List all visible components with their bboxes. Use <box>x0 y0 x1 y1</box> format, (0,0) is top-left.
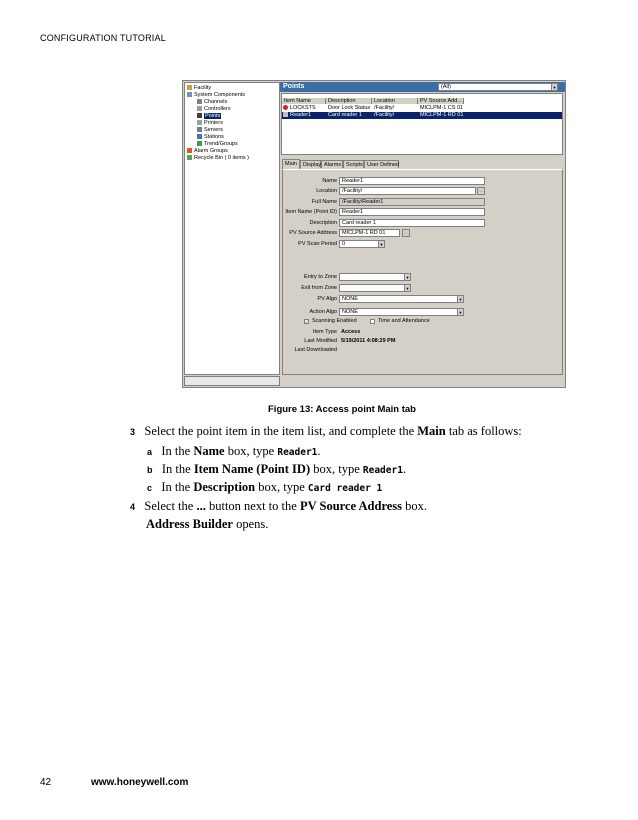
tree-item-facility[interactable]: Facility <box>187 85 211 92</box>
tree-item-alarm-groups[interactable]: Alarm Groups <box>187 148 228 155</box>
tab-display[interactable]: Display <box>300 160 321 168</box>
exit-zone-dropdown[interactable] <box>339 284 411 292</box>
entry-zone-label: Entry to Zone <box>303 274 337 280</box>
tab-scripts[interactable]: Scripts <box>343 160 364 168</box>
printer-icon <box>197 120 202 125</box>
step-3a: a In the Name box, type Reader1. <box>147 444 321 458</box>
points-icon <box>197 113 202 118</box>
pv-source-input[interactable]: MICLPM-1 RD 01 <box>339 229 400 237</box>
points-list <box>281 93 563 155</box>
entry-zone-dropdown[interactable] <box>339 273 411 281</box>
last-modified-label: Last Modified <box>304 338 337 344</box>
column-header-description[interactable]: Description <box>326 98 372 104</box>
table-row[interactable]: Reader1 Card reader 1 /Facility/ MICLPM-1 RD 01 <box>282 112 562 119</box>
recycle-icon <box>187 155 192 160</box>
last-modified-value: 5/19/2011 4:08:29 PM <box>341 338 396 344</box>
building-icon <box>187 85 192 90</box>
tree-item-printers[interactable]: Printers <box>197 120 223 127</box>
tab-user-defined[interactable]: User Defined <box>364 160 399 168</box>
column-header-item-name[interactable]: Item Name <box>282 98 326 104</box>
tree-item-trend-groups[interactable]: Trend/Groups <box>197 141 238 148</box>
tab-alarms[interactable]: Alarms <box>321 160 343 168</box>
main-tab-panel <box>282 169 563 375</box>
name-input[interactable]: Reader1 <box>339 177 485 185</box>
pv-scan-dropdown[interactable]: 0 ▼ <box>339 240 385 248</box>
table-row[interactable]: LOCKSTS Door Lock Status /Facility/ MICLPM-1 CS 01 <box>282 105 562 112</box>
column-header-pv-source[interactable]: PV Source Add... <box>418 98 464 104</box>
pv-algo-dropdown[interactable]: NONE ▼ <box>339 295 464 303</box>
step-3c: c In the Description box, type Card reader 1 <box>147 480 383 494</box>
footer-url: www.honeywell.com <box>91 777 189 788</box>
filter-dropdown[interactable]: (All) ▼ <box>438 83 558 91</box>
item-type-value: Access <box>341 329 361 335</box>
alarm-icon <box>187 148 192 153</box>
column-header-location[interactable]: Location <box>372 98 418 104</box>
running-header: CONFIGURATION TUTORIAL <box>40 33 166 43</box>
chevron-down-icon: ▼ <box>379 242 384 247</box>
trend-icon <box>197 141 202 146</box>
step-3b: b In the Item Name (Point ID) box, type Reader1. <box>147 462 407 476</box>
action-algo-dropdown[interactable]: NONE ▼ <box>339 308 464 316</box>
step-3: 3 Select the point item in the item list, and complete the Main tab as follows: <box>130 424 522 438</box>
station-icon <box>197 134 202 139</box>
last-downloaded-label: Last Downloaded <box>294 347 337 353</box>
pv-scan-label: PV Scan Period <box>298 241 337 247</box>
figure-caption: Figure 13: Access point Main tab <box>268 404 416 415</box>
step-4-result: Address Builder opens. <box>146 517 269 531</box>
page-number: 42 <box>40 777 52 788</box>
chevron-down-icon: ▼ <box>405 275 410 280</box>
scanning-enabled-checkbox[interactable]: ✓ <box>305 319 309 324</box>
chevron-down-icon: ▼ <box>552 85 557 90</box>
time-attendance-checkbox[interactable] <box>370 319 375 324</box>
location-label: Location <box>316 188 337 194</box>
points-screenshot <box>182 80 566 388</box>
tree-item-controllers[interactable]: Controllers <box>197 106 231 113</box>
item-type-label: Item Type <box>312 329 337 335</box>
full-name-label: Full Name <box>311 199 337 205</box>
pv-source-label: PV Source Address <box>289 230 337 236</box>
exit-zone-label: Exit from Zone <box>301 285 337 291</box>
tree-item-servers[interactable]: Servers <box>197 127 223 134</box>
chevron-down-icon: ▼ <box>458 310 463 315</box>
tree-item-recycle-bin[interactable]: Recycle Bin ( 0 items ) <box>187 155 249 162</box>
components-icon <box>187 92 192 97</box>
controller-icon <box>197 106 202 111</box>
points-title-bar: Points (All) ▼ <box>280 82 565 92</box>
scanning-enabled-label: Scanning Enabled <box>312 318 357 324</box>
step-4: 4 Select the ... button next to the PV Source Address box. <box>130 499 428 513</box>
item-name-label: Item Name (Point ID) <box>285 209 337 215</box>
location-input[interactable]: /Facility/ <box>339 187 476 195</box>
tree-item-system-components[interactable]: System Components <box>187 92 245 99</box>
name-label: Name <box>322 178 337 184</box>
tree-item-points[interactable]: Points <box>197 113 221 120</box>
action-algo-label: Action Algo <box>309 309 337 315</box>
description-input[interactable]: Card reader 1 <box>339 219 485 227</box>
tree-scrollbar[interactable] <box>184 376 280 386</box>
pv-source-browse-button[interactable]: ... <box>402 229 410 237</box>
pv-algo-label: PV Algo <box>317 296 337 302</box>
location-browse-button[interactable]: ... <box>477 187 485 195</box>
system-tree <box>184 82 280 375</box>
time-attendance-label: Time and Attendance <box>378 318 430 324</box>
server-icon <box>197 127 202 132</box>
chevron-down-icon: ▼ <box>405 286 410 291</box>
tree-item-channels[interactable]: Channels <box>197 99 227 106</box>
channel-icon <box>197 99 202 104</box>
tab-main[interactable]: Main <box>282 159 300 169</box>
full-name-field: /Facility/Reader1 <box>339 198 485 206</box>
item-name-input[interactable]: Reader1 <box>339 208 485 216</box>
tree-item-stations[interactable]: Stations <box>197 134 224 141</box>
description-label: Description <box>309 220 337 226</box>
chevron-down-icon: ▼ <box>458 297 463 302</box>
